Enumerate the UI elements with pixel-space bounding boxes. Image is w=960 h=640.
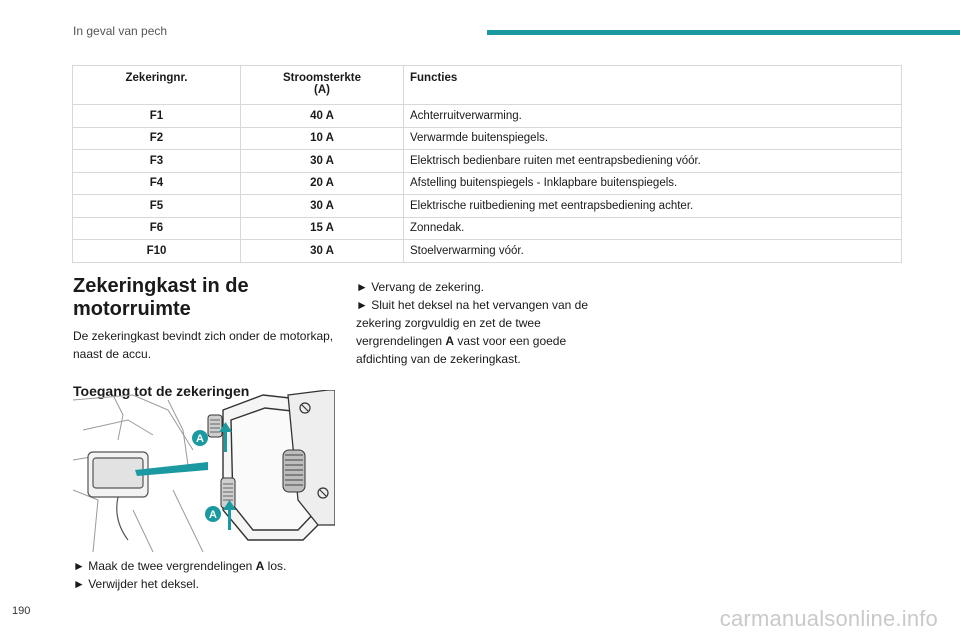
instruction-step — [356, 296, 596, 368]
section-title-line2: motorruimte — [73, 298, 191, 320]
page-number: 190 — [12, 605, 31, 617]
instruction-text-end: los. — [264, 559, 287, 573]
figure-label-a-top: A — [196, 433, 204, 445]
fuse-table-row — [73, 172, 902, 195]
fuse-number-cell: F10 — [73, 240, 241, 263]
subsection-title: Toegang tot de zekeringen — [73, 383, 250, 399]
header-accent-bar — [487, 30, 960, 35]
amperage-cell: 15 A — [241, 217, 404, 240]
column-header-functions: Functies — [404, 66, 902, 105]
fuse-number-cell: F4 — [73, 172, 241, 195]
section-title-line1: Zekeringkast in de — [73, 275, 249, 297]
fuse-table — [72, 65, 902, 263]
function-cell: Elektrisch bedienbare ruiten met eentrapsbediening vóór. — [404, 150, 902, 173]
fuse-table-row — [73, 240, 902, 263]
fuse-box-illustration — [73, 390, 335, 552]
lock-label: A — [445, 334, 455, 348]
amperage-header-line2: (A) — [314, 84, 330, 96]
instruction-text-end: vast voor een goede afdichting van de zekeringkast. — [356, 334, 567, 366]
fuse-number-cell: F1 — [73, 105, 241, 128]
instruction-step — [356, 278, 596, 296]
column-header-fuse-number: Zekeringnr. — [73, 66, 241, 105]
steps-right — [356, 278, 596, 368]
amperage-cell: 30 A — [241, 240, 404, 263]
instruction-text: ► Maak de twee vergrendelingen — [73, 559, 256, 573]
lock-label: A — [255, 559, 265, 573]
steps-left — [73, 557, 343, 593]
section-intro: De zekeringkast bevindt zich onder de motorkap, naast de accu. — [73, 329, 334, 361]
fuse-table-row — [73, 217, 902, 240]
function-cell: Achterruitverwarming. — [404, 105, 902, 128]
instruction-text: ► Sluit het deksel na het vervangen van de zekering zorgvuldig en zet de twee vergrendelingen — [356, 298, 589, 348]
fuse-table-row — [73, 195, 902, 218]
fuse-table-header-row — [73, 66, 902, 105]
function-cell: Elektrische ruitbediening met eentrapsbediening achter. — [404, 195, 902, 218]
amperage-cell: 30 A — [241, 195, 404, 218]
fuse-table-row — [73, 150, 902, 173]
instruction-step — [73, 575, 343, 593]
amperage-cell: 10 A — [241, 127, 404, 150]
function-cell: Verwarmde buitenspiegels. — [404, 127, 902, 150]
function-cell: Afstelling buitenspiegels - Inklapbare buitenspiegels. — [404, 172, 902, 195]
left-column — [73, 275, 343, 399]
amperage-cell: 30 A — [241, 150, 404, 173]
function-cell: Zonnedak. — [404, 217, 902, 240]
fuse-table-row — [73, 127, 902, 150]
instruction-step — [73, 557, 343, 575]
figure-label-a-bottom: A — [209, 509, 217, 521]
instruction-text: ► Vervang de zekering. — [356, 280, 484, 294]
section-title — [73, 275, 343, 321]
fuse-number-cell: F3 — [73, 150, 241, 173]
column-header-amperage — [241, 66, 404, 105]
function-cell: Stoelverwarming vóór. — [404, 240, 902, 263]
fuse-number-cell: F5 — [73, 195, 241, 218]
amperage-cell: 20 A — [241, 172, 404, 195]
fuse-table-row — [73, 105, 902, 128]
watermark: carmanualsonline.info — [719, 606, 938, 631]
fuse-number-cell: F6 — [73, 217, 241, 240]
amperage-cell: 40 A — [241, 105, 404, 128]
amperage-header-line1: Stroomsterkte — [283, 72, 361, 84]
section-header: In geval van pech — [73, 24, 168, 38]
instruction-text: ► Verwijder het deksel. — [73, 577, 199, 591]
fuse-number-cell: F2 — [73, 127, 241, 150]
